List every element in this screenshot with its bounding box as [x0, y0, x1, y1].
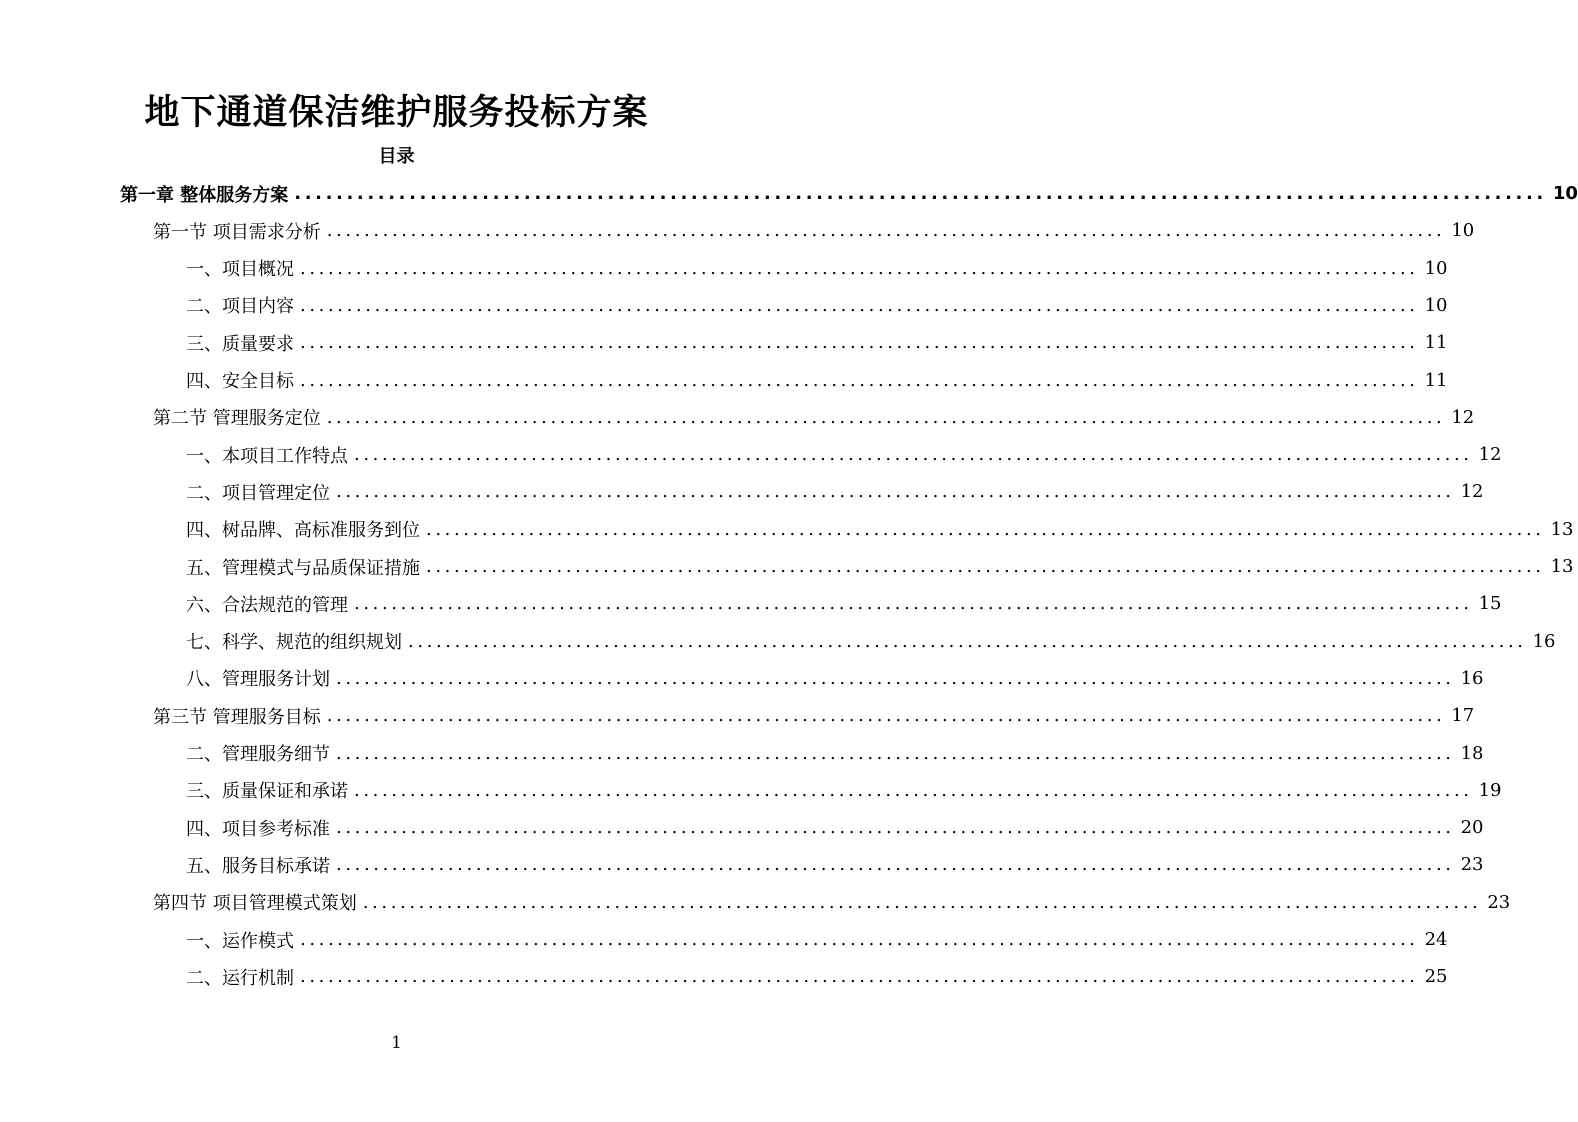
toc-entry-page: 12: [1478, 444, 1502, 466]
toc-entry-label: 四、树品牌、高标准服务到位: [186, 520, 420, 542]
toc-entry[interactable]: [153, 697, 1475, 734]
toc-entry-label: 五、管理模式与品质保证措施: [186, 557, 420, 579]
toc-entry[interactable]: [186, 921, 1448, 958]
toc-entry[interactable]: [186, 735, 1484, 772]
toc-entry[interactable]: [186, 324, 1448, 361]
toc-entry-label: 第四节 项目管理模式策划: [153, 893, 357, 915]
toc-entry-label: 三、质量要求: [186, 333, 294, 355]
toc-entry-page: 16: [1460, 667, 1484, 689]
toc-entry-label: 五、服务目标承诺: [186, 855, 330, 877]
toc-leader-dots: ........................................................................................................................: [326, 220, 1446, 242]
toc-leader-dots: ........................................................................................................................: [300, 929, 1419, 950]
toc-entry[interactable]: [186, 585, 1502, 622]
toc-entry[interactable]: [153, 884, 1511, 921]
toc-entry[interactable]: [186, 250, 1448, 287]
toc-leader-dots: ........................................................................................................................: [300, 332, 1419, 354]
toc-entry[interactable]: [186, 287, 1448, 324]
toc-entry-page: 12: [1451, 406, 1475, 428]
toc-heading: 目录: [378, 146, 415, 167]
toc-entry-label: 一、本项目工作特点: [186, 445, 348, 467]
toc-leader-dots: ........................................................................................................................: [336, 817, 1455, 839]
toc-entry-page: 15: [1478, 593, 1502, 615]
toc-entry-label: 第三节 管理服务目标: [153, 706, 321, 728]
page-number: 1: [391, 1033, 402, 1053]
toc-entry-page: 17: [1451, 705, 1475, 727]
toc-entry-label: 六、合法规范的管理: [186, 594, 348, 616]
toc-leader-dots: ........................................................................................................................: [354, 593, 1473, 615]
toc-leader-dots: ........................................................................................................................: [354, 779, 1473, 801]
toc-entry[interactable]: [186, 473, 1484, 510]
toc-leader-dots: ........................................................................................................................: [354, 444, 1473, 466]
toc-entry[interactable]: [153, 212, 1475, 249]
toc-entry-label: 第二节 管理服务定位: [153, 408, 321, 430]
toc-entry[interactable]: [153, 399, 1475, 436]
toc-entry-label: 一、运作模式: [186, 930, 294, 952]
toc-entry-label: 一、项目概况: [186, 259, 294, 281]
toc-leader-dots: ........................................................................................................................: [300, 369, 1419, 391]
toc-leader-dots: ........................................................................................................................: [408, 630, 1527, 652]
toc-entry-page: 10: [1451, 220, 1475, 242]
toc-entry-label: 七、科学、规范的组织规划: [186, 632, 402, 654]
toc-entry-label: 八、管理服务计划: [186, 669, 330, 691]
toc-leader-dots: ........................................................................................................................: [336, 481, 1455, 503]
toc-leader-dots: ........................................................................................................................: [336, 667, 1455, 689]
toc-leader-dots: ........................................................................................................................: [300, 257, 1419, 279]
toc-entry[interactable]: [120, 175, 1578, 212]
toc-leader-dots: ........................................................................................................................: [336, 742, 1455, 764]
toc-entry[interactable]: [186, 809, 1484, 846]
toc-entry-page: 25: [1424, 966, 1448, 988]
toc-entry[interactable]: [186, 548, 1574, 585]
toc-entry-page: 20: [1460, 817, 1484, 839]
toc-entry-page: 11: [1424, 332, 1448, 354]
toc-leader-dots: ........................................................................................................................: [426, 518, 1545, 540]
toc-leader-dots: ........................................................................................................................: [300, 294, 1419, 316]
toc-entry-page: 11: [1424, 369, 1448, 391]
toc-leader-dots: ........................................................................................................................: [336, 854, 1455, 876]
toc-entry-page: 13: [1550, 556, 1574, 577]
document-title: 地下通道保洁维护服务投标方案: [144, 93, 649, 133]
toc-entry-page: 18: [1460, 742, 1484, 764]
toc-entry[interactable]: [186, 362, 1448, 399]
toc-entry-page: 10: [1424, 257, 1448, 279]
toc-entry[interactable]: [186, 660, 1484, 697]
toc-leader-dots: ........................................................................................................................: [326, 705, 1446, 727]
toc-entry-label: 第一章 整体服务方案: [120, 184, 289, 206]
toc-entry-page: 19: [1478, 779, 1502, 801]
toc-entry-page: 23: [1487, 891, 1511, 913]
toc-entry[interactable]: [186, 772, 1502, 809]
toc-entry-label: 第一节 项目需求分析: [153, 221, 321, 243]
toc-entry-label: 二、项目管理定位: [186, 482, 330, 504]
toc-entry-page: 16: [1532, 630, 1556, 652]
toc-entry-label: 四、安全目标: [186, 371, 294, 392]
toc-entry-page: 10: [1424, 294, 1448, 316]
toc-leader-dots: ........................................................................................................................: [426, 556, 1545, 577]
toc-entry-label: 三、质量保证和承诺: [186, 781, 348, 803]
toc-entry-label: 二、项目内容: [186, 296, 294, 318]
toc-entry-label: 二、运行机制: [186, 967, 294, 989]
toc-leader-dots: ........................................................................................................................: [362, 891, 1482, 913]
toc-entry[interactable]: [186, 623, 1556, 660]
toc-entry[interactable]: [186, 846, 1484, 883]
toc-entry-page: 13: [1550, 518, 1574, 540]
toc-entry-page: 24: [1424, 929, 1448, 950]
toc-entry-page: 23: [1460, 854, 1484, 876]
toc-entry-label: 四、项目参考标准: [186, 818, 330, 840]
toc-entry[interactable]: [186, 511, 1574, 548]
toc-leader-dots: ........................................................................................................................: [300, 966, 1419, 988]
toc-entry-page: 10: [1552, 183, 1578, 204]
toc-entry[interactable]: [186, 958, 1448, 995]
toc-entry-label: 二、管理服务细节: [186, 744, 330, 765]
toc-entry-page: 12: [1460, 481, 1484, 503]
toc-entry[interactable]: [186, 436, 1502, 473]
toc-leader-dots: ........................................................................................................................: [326, 406, 1446, 428]
toc-leader-dots: ........................................................................................................................: [294, 183, 1547, 204]
